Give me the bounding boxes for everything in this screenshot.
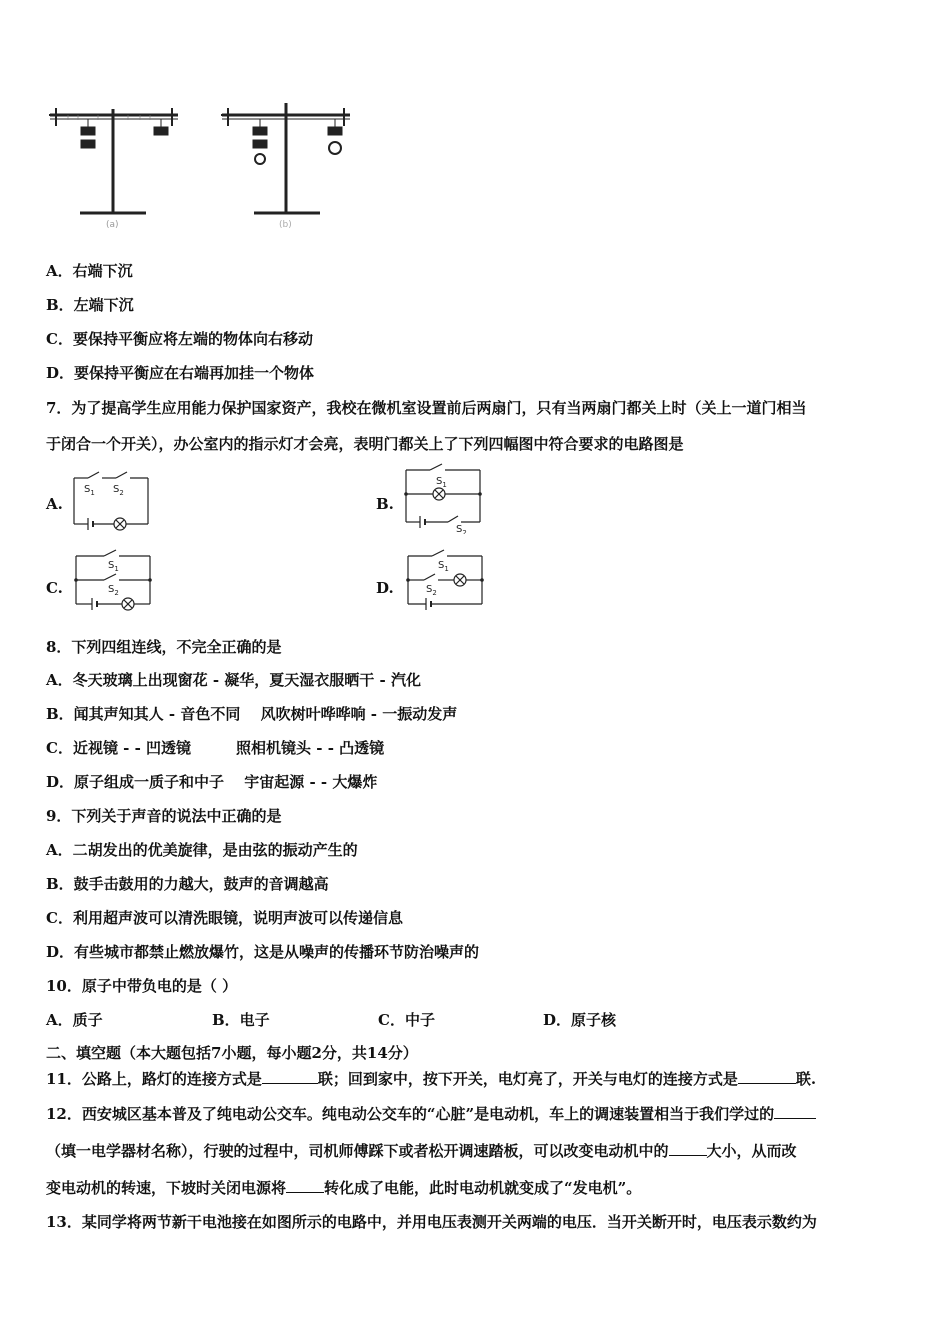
circuit-b [400, 462, 486, 534]
q8-option-a: A．冬天玻璃上出现窗花 - 凝华，夏天湿衣服晒干 - 汽化 [46, 671, 421, 689]
lever-a [49, 108, 178, 213]
section2-heading: 二、填空题（本大题包括7小题，每小题2分，共14分） [46, 1044, 418, 1062]
q6-option-b: B．左端下沉 [46, 296, 134, 314]
q9-option-c: C．利用超声波可以清洗眼镜，说明声波可以传递信息 [46, 909, 403, 927]
lever-b [221, 103, 350, 213]
circuit-c-s2: $S_2$ [108, 584, 119, 597]
q10-option-d: D．原子核 [543, 1011, 617, 1029]
q7-label-a: A. [46, 495, 63, 513]
q10-option-c: C．中子 [378, 1011, 435, 1029]
q12-blank-3[interactable] [286, 1178, 324, 1193]
q11-blank-2[interactable] [738, 1069, 796, 1084]
q12-line3-text-a: 变电动机的转速，下坡时关闭电源将 [46, 1179, 287, 1197]
lever-figure [40, 95, 370, 235]
q8-option-b: B．闻其声知其人 - 音色不同 风吹树叶哗哗响 - 一振动发声 [46, 705, 458, 723]
circuit-a [68, 466, 154, 532]
q10-stem: 10．原子中带负电的是（ ） [46, 977, 238, 995]
q12-line2-text-a: （填一电学器材名称），行驶的过程中，司机师傅踩下或者松开调速踏板，可以改变电动机中的 [46, 1142, 669, 1160]
q12-line3 [46, 1178, 641, 1198]
circuit-d-s2: $S_2$ [426, 584, 437, 597]
q11-part3: 联. [795, 1070, 817, 1088]
caption-a: (a) [106, 220, 119, 230]
q12-line1 [46, 1104, 816, 1124]
q6-option-a: A．右端下沉 [46, 262, 133, 280]
q7-label-c: C. [46, 579, 63, 597]
q9-stem: 9．下列关于声音的说法中正确的是 [46, 807, 282, 825]
q7-label-b: B. [376, 495, 394, 513]
circuit-b-s1: $S_1$ [436, 476, 447, 489]
q11 [46, 1069, 816, 1089]
q9-option-b: B．鼓手击鼓用的力越大，鼓声的音调越高 [46, 875, 329, 893]
circuit-c-s1: $S_1$ [108, 560, 119, 573]
q6-option-c: C．要保持平衡应将左端的物体向右移动 [46, 330, 313, 348]
circuit-d-s1: $S_1$ [438, 560, 449, 573]
q12-line2-text-b: 大小，从而改 [706, 1142, 797, 1160]
q8-option-c: C．近视镜 - - 凹透镜 照相机镜头 - - 凸透镜 [46, 739, 385, 757]
q12-line1-text: 12．西安城区基本普及了纯电动公交车。纯电动公交车的“心脏”是电动机，车上的调速装置相当于我们学过的 [46, 1105, 775, 1123]
q12-line3-text-b: 转化成了电能，此时电动机就变成了“发电机”。 [324, 1179, 642, 1197]
circuit-a-s2: $S_2$ [113, 484, 124, 497]
q7-label-d: D. [376, 579, 394, 597]
q11-part2: 联；回到家中，按下开关，电灯亮了，开关与电灯的连接方式是 [317, 1070, 738, 1088]
q12-blank-2[interactable] [669, 1141, 707, 1156]
q8-stem: 8．下列四组连线，不完全正确的是 [46, 638, 282, 656]
q7-stem-line2: 于闭合一个开关），办公室内的指示灯才会亮，表明门都关上了下列四幅图中符合要求的电路图是 [46, 435, 684, 453]
caption-b: (b) [279, 220, 292, 230]
q12-line2 [46, 1141, 797, 1161]
q11-blank-1[interactable] [262, 1069, 318, 1084]
q9-option-d: D．有些城市都禁止燃放爆竹，这是从噪声的传播环节防治噪声的 [46, 943, 480, 961]
q8-option-d: D．原子组成一质子和中子 宇宙起源 - - 大爆炸 [46, 773, 378, 791]
q13-line1: 13．某同学将两节新干电池接在如图所示的电路中，并用电压表测开关两端的电压．当开关断开时，电压表示数约为 [46, 1213, 817, 1231]
q6-option-d: D．要保持平衡应在右端再加挂一个物体 [46, 364, 315, 382]
q7-stem-line1: 7．为了提高学生应用能力保护国家资产，我校在微机室设置前后两扇门，只有当两扇门都关上时（关上一道门相当 [46, 399, 807, 417]
circuit-d [402, 546, 488, 616]
circuit-b-s2: $S_2$ [456, 524, 467, 534]
q10-option-a: A．质子 [46, 1011, 103, 1029]
q11-part1: 11．公路上，路灯的连接方式是 [46, 1070, 262, 1088]
circuit-c [70, 546, 156, 616]
circuit-a-s1: $S_1$ [84, 484, 95, 497]
q9-option-a: A．二胡发出的优美旋律，是由弦的振动产生的 [46, 841, 358, 859]
q12-blank-1[interactable] [774, 1104, 816, 1119]
q10-option-b: B．电子 [212, 1011, 270, 1029]
